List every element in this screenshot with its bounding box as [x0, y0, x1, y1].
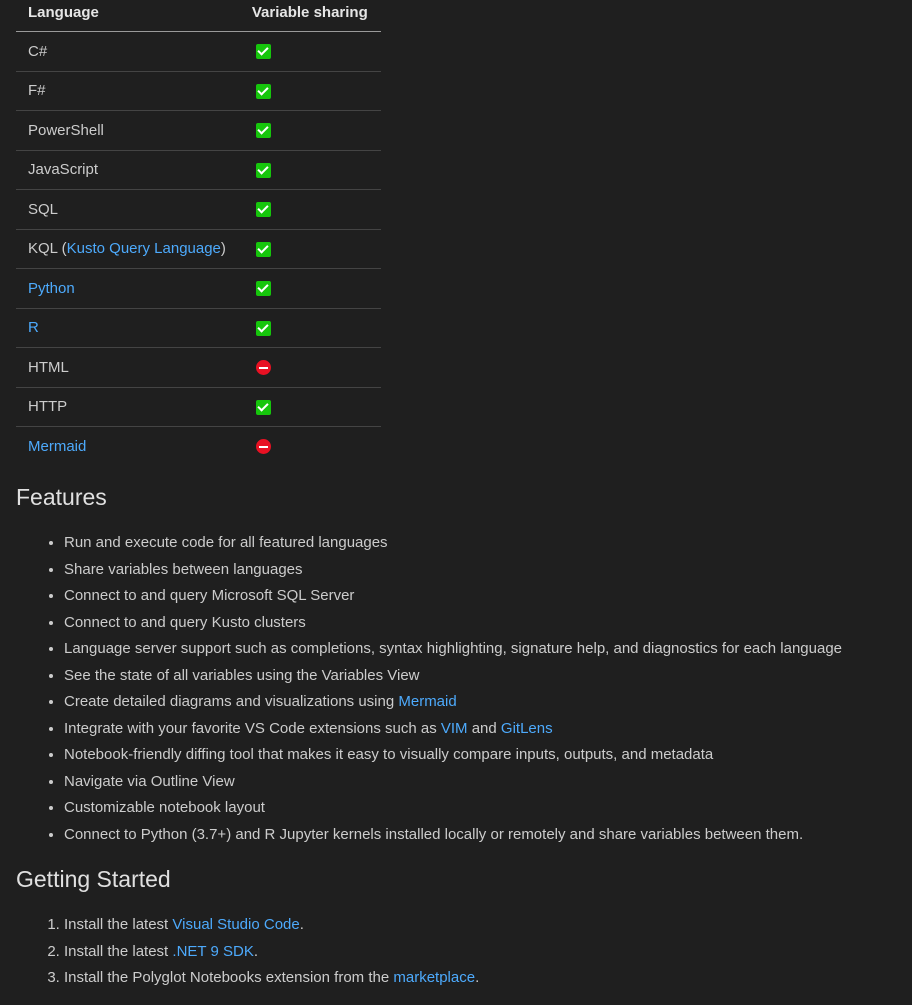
list-item: • Navigate via Outline View — [64, 769, 842, 796]
table-row — [16, 150, 381, 190]
mermaid-feature-link[interactable]: Mermaid — [398, 693, 457, 710]
r-link[interactable]: R — [28, 319, 39, 337]
list-item — [64, 939, 479, 966]
header-variable-sharing: Variable sharing — [240, 0, 381, 32]
table-row — [16, 190, 381, 230]
header-language: Language — [16, 0, 240, 32]
language-cell: JavaScript — [16, 150, 240, 190]
no-entry-icon — [256, 360, 271, 375]
table-row — [16, 229, 381, 269]
table-row — [16, 308, 381, 348]
table-row — [16, 269, 381, 309]
kql-prefix: KQL ( — [28, 240, 67, 258]
list-item — [64, 965, 479, 992]
kql-suffix: ) — [220, 240, 226, 258]
table-row — [16, 71, 381, 111]
language-cell — [16, 308, 240, 348]
list-item: • Connect to Python (3.7+) and R Jupyter kernels installed locally or remotely and share variables between them. — [64, 822, 842, 849]
mermaid-link[interactable]: Mermaid — [28, 437, 87, 455]
list-item: • See the state of all variables using the Variables View — [64, 663, 842, 690]
language-cell: SQL — [16, 190, 240, 230]
list-item: • Connect to and query Microsoft SQL Server — [64, 583, 842, 610]
features-heading: Features — [16, 484, 107, 510]
gitlens-link[interactable]: GitLens — [500, 719, 553, 737]
language-cell: PowerShell — [16, 111, 240, 151]
check-icon — [256, 400, 271, 415]
check-icon — [256, 242, 271, 257]
check-icon — [256, 202, 271, 217]
check-icon — [256, 44, 271, 59]
list-item-text: Create detailed diagrams and visualizations using — [64, 693, 399, 710]
language-cell: HTML — [16, 348, 240, 388]
dotnet-sdk-link[interactable]: .NET 9 SDK — [172, 942, 254, 960]
language-cell — [16, 229, 240, 269]
list-item — [64, 716, 842, 743]
step-suffix: . — [299, 916, 304, 933]
kusto-query-language-link[interactable]: Kusto Query Language — [66, 240, 221, 258]
check-icon — [256, 163, 271, 178]
list-item — [64, 912, 479, 939]
getting-started-steps — [16, 912, 479, 992]
table-row — [16, 111, 381, 151]
table-row — [16, 427, 381, 466]
table-row — [16, 348, 381, 388]
table-row — [16, 387, 381, 427]
list-item: • Language server support such as completions, syntax highlighting, signature help, and diagnostics for each language — [64, 636, 842, 663]
check-icon — [256, 281, 271, 296]
list-item-text: Integrate with your favorite VS Code extensions such as — [64, 719, 441, 737]
language-cell: HTTP — [16, 387, 240, 427]
language-cell: F# — [16, 71, 240, 111]
language-cell — [16, 427, 240, 466]
python-link[interactable]: Python — [28, 279, 75, 297]
vim-link[interactable]: VIM — [440, 719, 468, 737]
list-item: • Connect to and query Kusto clusters — [64, 610, 842, 637]
table-header-row — [16, 0, 381, 32]
step-text: Install the latest — [64, 942, 173, 960]
list-item: • Run and execute code for all featured languages — [64, 530, 842, 557]
step-text: Install the latest — [64, 916, 173, 933]
features-list — [16, 530, 842, 848]
no-entry-icon — [256, 439, 271, 454]
step-suffix: . — [253, 942, 258, 960]
list-item-text: and — [467, 719, 501, 737]
list-item: • Customizable notebook layout — [64, 795, 842, 822]
list-item: • Share variables between languages — [64, 557, 842, 584]
list-item: • Notebook-friendly diffing tool that makes it easy to visually compare inputs, outputs, and metadata — [64, 742, 842, 769]
visual-studio-code-link[interactable]: Visual Studio Code — [172, 916, 300, 933]
marketplace-link[interactable]: marketplace — [393, 969, 476, 986]
getting-started-heading: Getting Started — [16, 866, 171, 892]
language-support-table — [16, 0, 381, 466]
step-suffix: . — [475, 969, 480, 986]
step-text: Install the Polyglot Notebooks extension from the — [64, 969, 394, 986]
language-cell — [16, 269, 240, 309]
check-icon — [256, 84, 271, 99]
check-icon — [256, 321, 271, 336]
table-row — [16, 32, 381, 72]
language-cell: C# — [16, 32, 240, 72]
list-item — [64, 689, 842, 716]
check-icon — [256, 123, 271, 138]
